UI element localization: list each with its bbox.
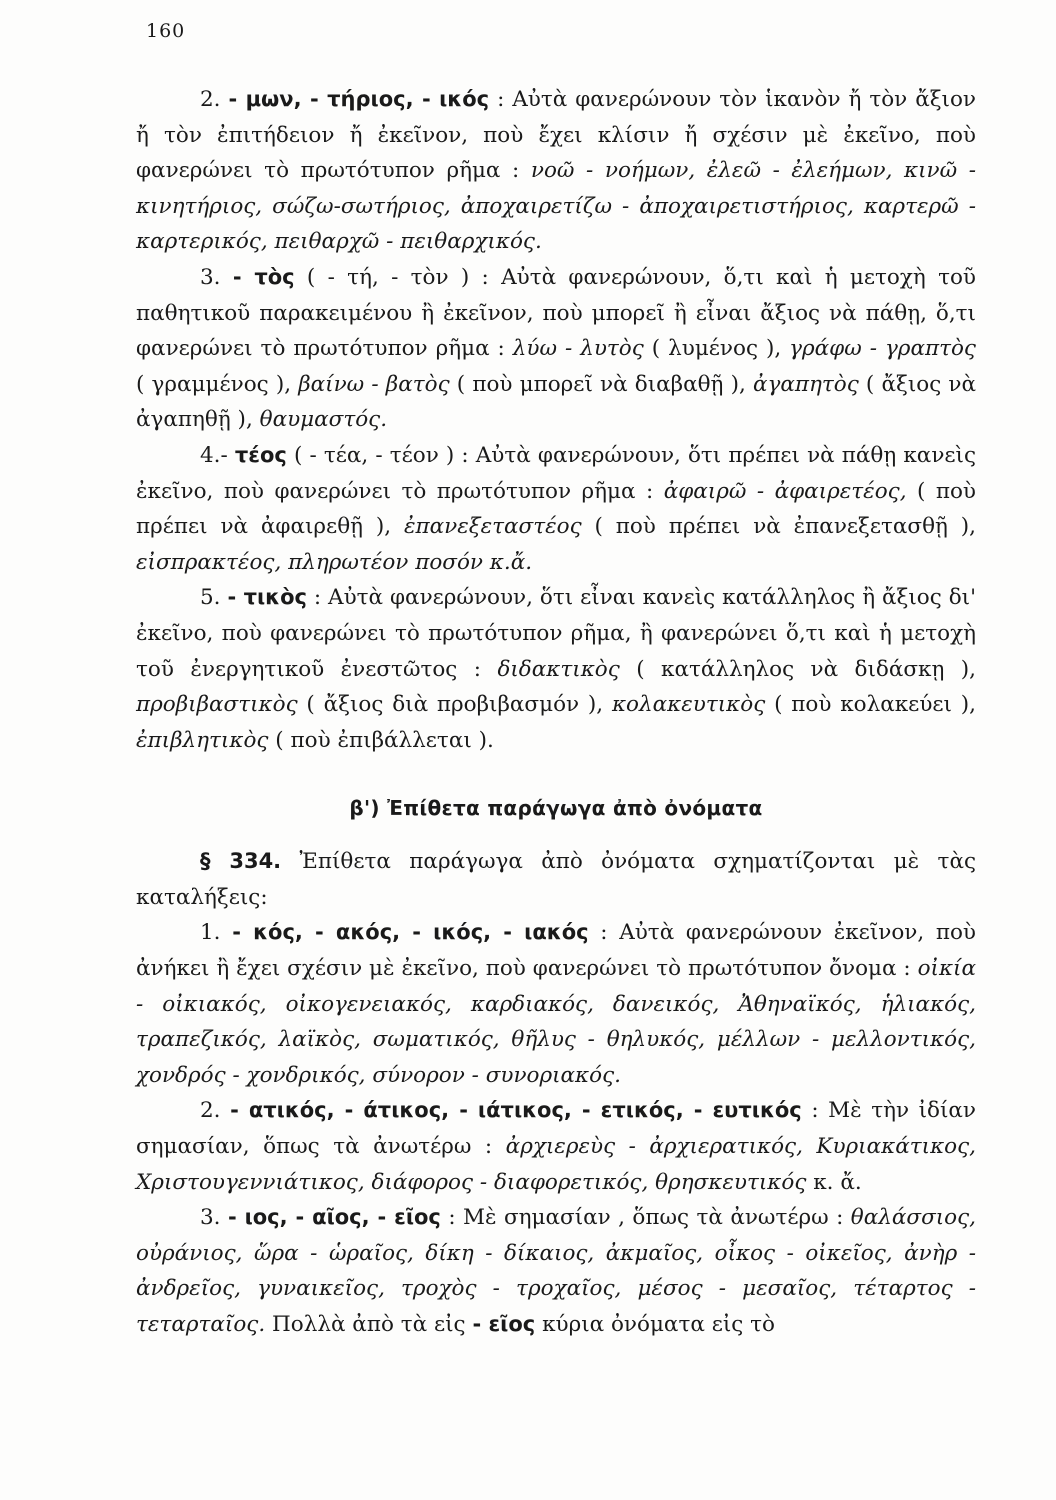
suffix-label: - ιος, - αῖος, - εῖος <box>227 1205 441 1230</box>
example-text: ἐπανεξεταστέος <box>403 514 582 540</box>
item-number: 4.- <box>200 442 228 468</box>
paragraph-text: κ. ἄ. <box>813 1169 862 1195</box>
paragraph-suffix-kos <box>136 915 976 1093</box>
item-number: 3. <box>200 264 221 290</box>
example-text: ἐπιβλητικὸς <box>136 727 269 753</box>
item-number: 3. <box>200 1205 221 1231</box>
example-text: θαυμαστός. <box>259 407 388 433</box>
paragraph-text: ( γραμμένος ), <box>136 371 292 397</box>
paragraph-text: κύρια ὀνόματα εἰς τὸ <box>542 1312 775 1337</box>
paragraph-suffix-tos <box>136 260 976 438</box>
paragraph-text: : Αὐτὰ φανερώνουν, ὅτι εἶναι κανεὶς κατάλληλος ἢ ἄξιος δι' ἐκεῖνο, ποὺ φανερώνει τὸ πρωτότυπον ρῆμα, ἢ φανερώνει ὅ,τι καὶ ἡ μετοχὴ τοῦ ἐνεργητικοῦ ἐνεστῶτος : <box>136 585 976 682</box>
paragraph-text: Ἐπίθετα παράγωγα ἀπὸ ὀνόματα σχηματίζονται μὲ τὰς καταλήξεις: <box>136 849 976 910</box>
example-text: ἀφαιρῶ - ἀφαιρετέος, <box>663 478 907 504</box>
paragraph-text: : Μὲ τὴν ἰδίαν σημασίαν, ὅπως τὰ ἀνωτέρω : <box>136 1098 976 1160</box>
paragraph-text: Πολλὰ ἀπὸ τὰ εἰς <box>272 1312 466 1337</box>
paragraph-text: ( - τέα, - τέον ) : Αὐτὰ φανερώνουν, ὅτι πρέπει νὰ πάθῃ κανεὶς ἐκεῖνο, ποὺ φανερώνει τὸ πρωτότυπον ρῆμα : <box>136 442 976 504</box>
paragraph-suffix-mon <box>136 82 976 260</box>
paragraph-suffix-ios <box>136 1200 976 1342</box>
paragraph-text: ( ποὺ πρέπει νὰ ἀφαιρεθῇ ), <box>136 478 976 540</box>
suffix-label: - ατικός, - άτικος, - ιάτικος, - ετικός, - ευτικός <box>230 1098 802 1123</box>
paragraph-text: ( ποὺ πρέπει νὰ ἐπανεξετασθῇ ), <box>594 514 976 540</box>
item-number: 1. <box>200 920 221 946</box>
paragraph-text: ( κατάλληλος νὰ διδάσκῃ ), <box>636 656 977 682</box>
paragraph-text: ( λυμένος ), <box>651 336 782 362</box>
example-text: γράφω - γραπτὸς <box>789 336 976 362</box>
paragraph-text: ( ποὺ κολακεύει ), <box>774 692 976 718</box>
suffix-label: - εῖος <box>472 1312 536 1336</box>
paragraph-text: ( ἄξιος νὰ ἀγαπηθῇ ), <box>136 371 976 433</box>
suffix-label: - μων, - τήριος, - ικός <box>228 87 490 111</box>
example-text: λύω - λυτὸς <box>512 336 644 362</box>
example-text: οἰκία - οἰκιακός, οἰκογενειακός, καρδιακός, δανεικός, Ἀθηναϊκός, ἡλιακός, τραπεζικός, λαϊκὸς, σωματικός, θῆλυς - θηλυκός, μέλλων - μελλοντικός, χονδρός - χονδρικός, σύνορον - συνοριακός. <box>136 956 976 1088</box>
example-text: θαλάσσιος, οὐράνιος, ὥρα - ὡραῖος, δίκη - δίκαιος, ἀκμαῖος, οἶκος - οἰκεῖος, ἀνὴρ - ἀνδρεῖος, γυναικεῖος, τροχὸς - τροχαῖος, μέσος - μεσαῖος, τέταρτος - τεταρταῖος. <box>136 1205 976 1337</box>
example-text: νοῶ - νοήμων, ἐλεῶ - ἐλεήμων, κινῶ - κινητήριος, σώζω-σωτήριος, ἀποχαιρετίζω - ἀποχαιρετιστήριος, καρτερῶ - καρτερικός, πειθαρχῶ - πειθαρχικός. <box>136 158 976 255</box>
paragraph-text: : Αὐτὰ φανερώνουν τὸν ἱκανὸν ἤ τὸν ἄξιον ἤ τὸν ἐπιτήδειον ἤ ἐκεῖνον, ποὺ ἔχει κλίσιν ἤ σχέσιν μὲ ἐκεῖνο, ποὺ φανερώνει τὸ πρωτότυπον ρῆμα : <box>136 87 976 184</box>
example-text: ἀρχιερεὺς - ἀρχιερατικός, Κυριακάτικος, Χριστουγεννιάτικος, διάφορος - διαφορετικός, θρησκευτικός <box>136 1134 976 1195</box>
suffix-label: - τὸς <box>232 264 295 289</box>
page-number: 160 <box>146 20 186 42</box>
section-heading: β') Ἐπίθετα παράγωγα ἀπὸ ὀνόματα <box>349 796 763 821</box>
paragraph-text: : Αὐτὰ φανερώνουν ἐκεῖνον, ποὺ ἀνήκει ἢ ἔχει σχέσιν μὲ ἐκεῖνο, ποὺ φανερώνει τὸ πρωτότυπον ὄνομα : <box>136 920 977 982</box>
item-number: 5. <box>200 585 221 611</box>
example-text: διδακτικὸς <box>497 656 620 682</box>
example-text: εἰσπρακτέος, πληρωτέον ποσόν κ.ἄ. <box>136 549 533 575</box>
paragraph-text: ( - τή, - τὸν ) : Αὐτὰ φανερώνουν, ὅ,τι καὶ ἡ μετοχὴ τοῦ παθητικοῦ παρακειμένου ἢ ἐκεῖνον, ποὺ μπορεῖ ἢ εἶναι ἄξιος νὰ πάθῃ, ὅ,τι φανερώνει τὸ πρωτότυπον ρῆμα : <box>136 264 976 362</box>
text-body <box>136 82 976 1343</box>
paragraph-suffix-tikos <box>136 580 976 758</box>
example-text: κολακευτικὸς <box>611 692 766 718</box>
item-number: 2. <box>200 87 221 112</box>
suffix-label: - τικὸς <box>227 585 307 610</box>
example-text: ἀγαπητὸς <box>752 371 859 397</box>
section-number: § 334. <box>200 849 282 874</box>
paragraph-text: : Μὲ σημασίαν , ὅπως τὰ ἀνωτέρω : <box>448 1205 844 1231</box>
suffix-label: τέος <box>234 442 287 467</box>
paragraph-text: ( ποὺ ἐπιβάλλεται ). <box>275 727 494 753</box>
paragraph-suffix-teos <box>136 438 976 580</box>
paragraph-text: ( ποὺ μπορεῖ νὰ διαβαθῇ ), <box>456 371 746 397</box>
example-text: προβιβαστικὸς <box>136 692 298 718</box>
suffix-label: - κός, - ακός, - ικός, - ιακός <box>232 920 589 945</box>
item-number: 2. <box>200 1098 221 1124</box>
paragraph-section-334 <box>136 844 976 915</box>
paragraph-suffix-atikos <box>136 1093 976 1200</box>
example-text: βαίνω - βατὸς <box>298 371 450 397</box>
paragraph-text: ( ἄξιος διὰ προβιβασμόν ), <box>306 692 604 718</box>
